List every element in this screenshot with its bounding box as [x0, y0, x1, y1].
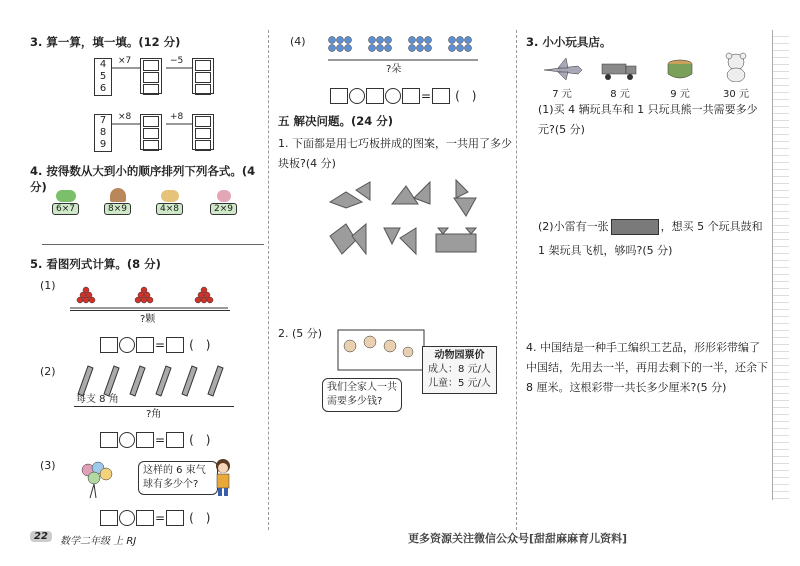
eq-box[interactable]	[166, 337, 184, 353]
q5-p1-equation: = ()	[100, 337, 222, 353]
q3-chain2-op1: ×8	[118, 112, 132, 122]
s1-text: 1. 下面都是用七巧板拼成的图案，一共用了多少块板?(4 分)	[278, 137, 512, 170]
eq-op-circle[interactable]	[119, 432, 135, 448]
q4-title: 4. 按得数从大到小的顺序排列下列各式。(4 分)	[30, 164, 256, 194]
q5-p2-total: ?角	[146, 409, 162, 420]
book-title: 数学二年级 上 RJ	[60, 536, 137, 547]
eq-box[interactable]	[100, 432, 118, 448]
column-divider-2	[516, 30, 517, 530]
airplane-icon	[542, 56, 582, 82]
cherry-clusters	[68, 278, 238, 314]
eq-box[interactable]	[100, 337, 118, 353]
snail-icon	[161, 190, 179, 202]
q3-chain2-numbers: 7 8 9	[94, 114, 112, 152]
eq-box[interactable]	[432, 88, 450, 104]
q3-chain2-arrows	[110, 118, 250, 154]
page-number: 22	[30, 531, 52, 542]
eq-op-circle[interactable]	[119, 510, 135, 526]
bird-icon	[217, 190, 231, 202]
squirrel-icon	[110, 188, 126, 202]
q5-p2-label: (2)	[40, 365, 56, 378]
toy-truck-price: 8 元	[610, 89, 630, 100]
toy-bear-price: 30 元	[723, 89, 749, 100]
q4-item-snail: 4×8	[156, 190, 183, 215]
balloons-icon	[76, 460, 116, 500]
q3-chain2-result-box-2[interactable]	[192, 114, 214, 150]
q4-item-bird: 2×9	[210, 190, 237, 215]
q5-title: 5. 看图列式计算。(8 分)	[30, 257, 161, 271]
eq-box[interactable]	[136, 510, 154, 526]
q3-chain2-result-box-1[interactable]	[140, 114, 162, 150]
toy-drum-price: 9 元	[670, 89, 690, 100]
q4-item-frog: 6×7	[52, 190, 79, 215]
s2-price-box	[422, 346, 497, 394]
column-divider-1	[268, 30, 269, 530]
promo-text: 更多资源关注微信公众号[甜甜麻麻育儿资料]	[408, 532, 628, 545]
eq-box[interactable]	[366, 88, 384, 104]
page-edge-strip	[772, 30, 789, 500]
q5-p3-speech-bubble: 这样的 6 束气球有多少个?	[138, 461, 218, 495]
q5-p3-label: (3)	[40, 459, 56, 472]
s3-p1-text: (1)买 4 辆玩具车和 1 只玩具熊一共需要多少元?(5 分)	[538, 103, 758, 136]
section-divider	[42, 244, 264, 245]
q5-p2-equation: = ()	[100, 432, 222, 448]
eq-box[interactable]	[136, 337, 154, 353]
eq-box[interactable]	[136, 432, 154, 448]
q5-p3-equation: = ()	[100, 510, 222, 526]
q3-chain1-result-box-2[interactable]	[192, 58, 214, 94]
drum-icon	[660, 56, 700, 82]
q4-item-squirrel: 8×9	[104, 188, 131, 215]
s3-title: 3. 小小玩具店。	[526, 35, 612, 49]
q5-p2-each: 每支 8 角	[76, 394, 119, 405]
toy-drum	[658, 56, 702, 100]
q5-p1-brace	[70, 310, 230, 311]
eq-box[interactable]	[166, 510, 184, 526]
toy-plane-price: 7 元	[552, 89, 572, 100]
teddy-bear-icon	[716, 52, 756, 82]
eq-box[interactable]	[166, 432, 184, 448]
q4b-total: ?朵	[386, 64, 402, 75]
frog-icon	[56, 190, 76, 202]
toy-plane	[540, 56, 584, 100]
q5-p1-total: ?颗	[140, 314, 156, 325]
column-left	[0, 0, 268, 530]
q3-chain1-result-box-1[interactable]	[140, 58, 162, 94]
girl-icon	[210, 458, 236, 498]
q3-chain1-arrows	[110, 62, 250, 98]
q3-title: 3. 算一算，填一填。(12 分)	[30, 35, 181, 49]
eq-op-circle[interactable]	[349, 88, 365, 104]
q3-chain1-op2: −5	[170, 56, 184, 66]
section-5-title: 五 解决问题。(24 分)	[278, 114, 394, 128]
eq-box[interactable]	[330, 88, 348, 104]
q4b-label: (4)	[290, 35, 306, 48]
q5-p1-label: (1)	[40, 279, 56, 292]
column-middle	[270, 0, 516, 530]
eq-op-circle[interactable]	[119, 337, 135, 353]
truck-icon	[600, 56, 640, 82]
s3-p2-text: (2)小雷有一张 ，想买 5 个玩具鼓和 1 架玩具飞机，够吗?(5 分)	[538, 220, 763, 257]
s4-text: 4. 中国结是一种手工编织工艺品，形形彩带编了中国结，先用去一半，再用去剩下的一半，还余下 8 厘米。这根彩带一共长多少厘米?(5 分)	[526, 341, 768, 394]
s2-price-adult: 成人：8 元/人	[428, 364, 491, 375]
column-right	[518, 0, 770, 530]
s2-price-child: 儿童：5 元/人	[428, 378, 491, 389]
eq-op-circle[interactable]	[385, 88, 401, 104]
flower-groups-icon	[326, 34, 486, 64]
toy-truck	[598, 56, 642, 100]
s2-speech-bubble: 我们全家人一共需要多少钱?	[322, 378, 402, 412]
banknote-icon	[611, 219, 659, 235]
q3-chain2-op2: +8	[170, 112, 184, 122]
tangram-patterns	[326, 178, 516, 262]
q3-chain1-op1: ×7	[118, 56, 132, 66]
eq-box[interactable]	[402, 88, 420, 104]
toy-bear	[714, 52, 758, 100]
eq-box[interactable]	[100, 510, 118, 526]
s2-label: 2. (5 分)	[278, 327, 323, 340]
q4b-equation: = ()	[330, 88, 488, 104]
q3-chain1-numbers: 4 5 6	[94, 58, 112, 96]
s2-price-title: 动物园票价	[434, 350, 485, 361]
